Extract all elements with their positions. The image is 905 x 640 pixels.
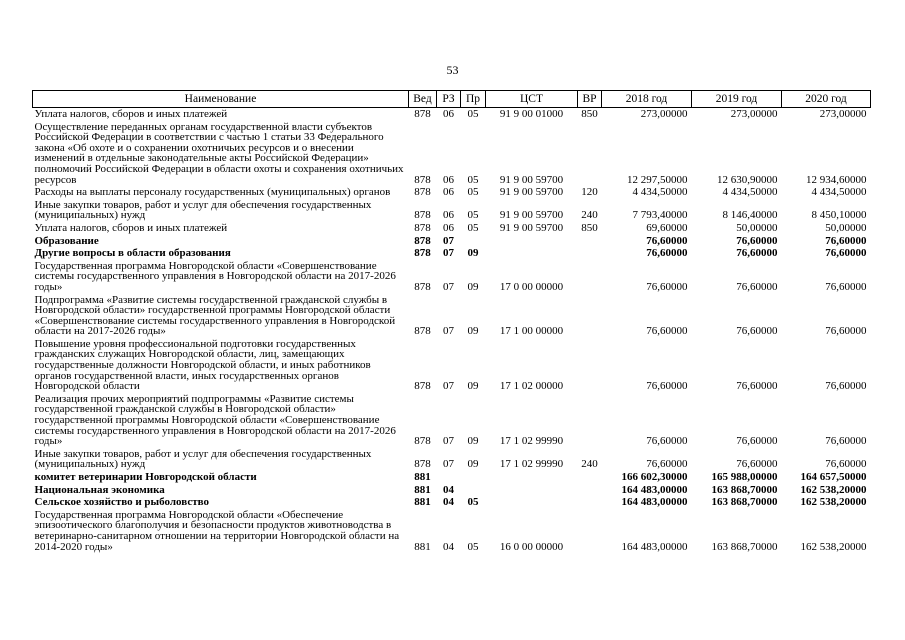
cell-name: Уплата налогов, сборов и иных платежей (34, 221, 228, 234)
cell-ved: 881 (414, 483, 431, 496)
cell-ved: 881 (414, 471, 431, 483)
header-pr: Пр (461, 91, 486, 108)
cell-y2020: 76,60000 (825, 247, 867, 260)
cell-pr: 09 (467, 280, 479, 293)
header-name: Наименование (33, 91, 409, 108)
cell-pr: 05 (467, 221, 479, 234)
cell-y2018: 76,60000 (646, 380, 688, 393)
cell-name: Другие вопросы в области образования (34, 247, 231, 260)
cell-y2018: 164 483,00000 (621, 496, 688, 509)
cell-pr: 09 (467, 247, 479, 260)
cell-pr: 09 (467, 325, 479, 338)
cell-ved: 878 (414, 173, 431, 186)
cell-ved: 878 (414, 380, 431, 393)
cell-vr (578, 235, 602, 248)
cell-cst: 91 9 00 01000 (499, 108, 564, 120)
header-2020: 2020 год (782, 91, 871, 108)
cell-pr: 05 (467, 186, 479, 199)
cell-cst (486, 235, 578, 248)
cell-rz: 07 (443, 234, 454, 247)
cell-pr: 05 (467, 173, 479, 186)
cell-pr: 09 (467, 380, 479, 393)
cell-cst (486, 496, 578, 509)
cell-y2018: 12 297,50000 (627, 173, 688, 186)
cell-ved: 878 (414, 209, 431, 222)
table-row (33, 496, 871, 509)
cell-vr (578, 393, 602, 448)
cell-rz: 07 (443, 435, 454, 448)
cell-y2018: 76,60000 (646, 247, 688, 260)
table-row (33, 338, 871, 393)
cell-rz: 04 (443, 483, 454, 496)
cell-y2018: 273,00000 (640, 108, 688, 120)
cell-y2018: 164 483,00000 (621, 540, 688, 553)
cell-cst (486, 471, 578, 484)
cell-name: Государственная программа Новгородской области «Совершенствование системы государственного управления в Новгородской области на 2017-2026 годы» (34, 259, 396, 293)
cell-pr (461, 484, 486, 497)
cell-y2019: 4 434,50000 (722, 186, 778, 199)
cell-cst: 17 1 02 99990 (499, 435, 564, 448)
table-row (33, 294, 871, 338)
cell-name: Сельское хозяйство и рыболовство (34, 496, 209, 509)
cell-y2020: 162 538,20000 (800, 540, 867, 553)
cell-vr (578, 496, 602, 509)
header-2019: 2019 год (692, 91, 782, 108)
cell-rz: 06 (443, 221, 454, 234)
cell-cst (486, 484, 578, 497)
cell-y2019: 12 630,90000 (717, 173, 778, 186)
cell-y2019: 76,60000 (736, 247, 778, 260)
cell-vr: 850 (581, 108, 598, 120)
cell-pr: 05 (467, 540, 479, 553)
cell-rz: 06 (443, 108, 454, 120)
cell-y2018: 166 602,30000 (621, 471, 688, 483)
cell-cst (486, 247, 578, 260)
cell-y2019: 76,60000 (736, 435, 778, 448)
cell-vr: 120 (581, 186, 598, 199)
cell-y2020: 76,60000 (825, 380, 867, 393)
cell-y2019: 273,00000 (730, 108, 778, 120)
cell-y2019: 165 988,00000 (711, 471, 778, 483)
cell-y2019: 76,60000 (736, 380, 778, 393)
table-row (33, 108, 871, 121)
cell-rz: 04 (443, 496, 454, 509)
cell-name: Уплата налогов, сборов и иных платежей (34, 108, 228, 120)
cell-y2019: 163 868,70000 (711, 496, 778, 509)
cell-rz (437, 471, 461, 484)
cell-rz: 07 (443, 458, 454, 471)
cell-vr (578, 484, 602, 497)
cell-vr (578, 121, 602, 187)
table-row (33, 121, 871, 187)
cell-pr: 09 (467, 435, 479, 448)
cell-y2018: 7 793,40000 (632, 209, 688, 222)
cell-name: Подпрограмма «Развитие системы государственной гражданской службы в Новгородской области» государственной программы Новгородской области «Совершенствование системы государственного управления в Новгородской области на 2017-2026 годы» (34, 293, 396, 338)
cell-vr: 850 (581, 221, 598, 234)
table-body (33, 108, 871, 554)
cell-pr: 05 (467, 209, 479, 222)
cell-vr (578, 260, 602, 294)
budget-table (32, 90, 871, 553)
cell-cst: 17 1 02 00000 (499, 380, 564, 393)
header-2018: 2018 год (602, 91, 692, 108)
cell-name: Образование (34, 234, 99, 247)
cell-rz: 06 (443, 186, 454, 199)
cell-cst: 91 9 00 59700 (499, 209, 564, 222)
table-row (33, 235, 871, 248)
cell-pr: 05 (467, 108, 479, 120)
cell-pr: 09 (467, 458, 479, 471)
cell-pr (461, 235, 486, 248)
cell-y2020: 164 657,50000 (800, 471, 867, 483)
cell-y2020: 8 450,10000 (811, 209, 867, 222)
cell-name: Национальная экономика (34, 483, 165, 496)
cell-name: Расходы на выплаты персоналу государственных (муниципальных) органов (34, 186, 391, 199)
cell-vr (578, 509, 602, 553)
cell-cst: 91 9 00 59700 (499, 221, 564, 234)
table-row (33, 199, 871, 222)
cell-ved: 878 (414, 247, 431, 260)
cell-vr: 240 (581, 458, 598, 471)
cell-ved: 878 (414, 280, 431, 293)
cell-ved: 878 (414, 234, 431, 247)
table-row (33, 260, 871, 294)
cell-rz: 04 (443, 540, 454, 553)
table-row (33, 484, 871, 497)
cell-y2019: 76,60000 (736, 325, 778, 338)
cell-pr (461, 471, 486, 484)
cell-name: Государственная программа Новгородской области «Обеспечение эпизоотического благополучия и безопасности продуктов животноводства в ветеринарно-санитарном отношении на территории Новгородской области на 2014-2020 годы» (34, 508, 400, 553)
cell-cst: 91 9 00 59700 (499, 186, 564, 199)
cell-y2018: 164 483,00000 (621, 483, 688, 496)
cell-y2020: 76,60000 (825, 325, 867, 338)
header-ved: Вед (409, 91, 437, 108)
cell-y2018: 76,60000 (646, 280, 688, 293)
cell-name: Реализация прочих мероприятий подпрограммы «Развитие системы государственной гражданской службы в Новгородской области» государственной программы Новгородской области «Совершенствование системы государственного управления в Новгородской области на 2017-2026 годы» (34, 392, 396, 448)
cell-vr (578, 471, 602, 484)
cell-ved: 878 (414, 325, 431, 338)
cell-name: Осуществление переданных органам государственной власти субъектов Российской Федерации в соответствии с частью 1 статьи 33 Федерального закона «Об охоте и о сохранении охотничьих ресурсов и о внесении изменений в отдельные законодательные акты Российской Федерации» полномочий Российской Федерации в области охоты и сохранения охотничьих ресурсов (34, 120, 404, 186)
cell-y2020: 50,00000 (825, 221, 867, 234)
cell-y2019: 76,60000 (736, 234, 778, 247)
cell-y2020: 162 538,20000 (800, 496, 867, 509)
cell-ved: 878 (414, 435, 431, 448)
cell-y2018: 69,60000 (646, 221, 688, 234)
cell-y2020: 12 934,60000 (806, 173, 867, 186)
cell-y2020: 273,00000 (819, 108, 867, 120)
cell-y2020: 76,60000 (825, 458, 867, 471)
cell-y2019: 76,60000 (736, 458, 778, 471)
cell-name: комитет ветеринарии Новгородской области (34, 471, 257, 483)
cell-y2018: 4 434,50000 (632, 186, 688, 199)
cell-cst: 17 0 00 00000 (499, 280, 564, 293)
cell-ved: 878 (414, 108, 431, 120)
cell-y2019: 50,00000 (736, 221, 778, 234)
cell-rz: 07 (443, 247, 454, 260)
cell-y2018: 76,60000 (646, 435, 688, 448)
cell-rz: 07 (443, 325, 454, 338)
cell-rz: 06 (443, 173, 454, 186)
cell-ved: 881 (414, 540, 431, 553)
cell-cst: 17 1 00 00000 (499, 325, 564, 338)
cell-y2019: 163 868,70000 (711, 540, 778, 553)
cell-ved: 878 (414, 186, 431, 199)
cell-y2018: 76,60000 (646, 325, 688, 338)
cell-y2019: 163 868,70000 (711, 483, 778, 496)
table-row (33, 186, 871, 199)
cell-cst: 17 1 02 99990 (499, 458, 564, 471)
cell-vr (578, 294, 602, 338)
cell-vr (578, 247, 602, 260)
cell-y2020: 162 538,20000 (800, 483, 867, 496)
cell-rz: 06 (443, 209, 454, 222)
cell-y2020: 76,60000 (825, 435, 867, 448)
cell-ved: 878 (414, 458, 431, 471)
cell-cst: 91 9 00 59700 (499, 173, 564, 186)
table-row (33, 247, 871, 260)
table-row (33, 509, 871, 553)
cell-y2019: 76,60000 (736, 280, 778, 293)
cell-pr: 05 (467, 496, 479, 509)
header-vr: ВР (578, 91, 602, 108)
table-row (33, 471, 871, 484)
table-header-row (33, 91, 871, 108)
table-row (33, 393, 871, 448)
cell-y2020: 76,60000 (825, 280, 867, 293)
cell-y2020: 4 434,50000 (811, 186, 867, 199)
cell-y2018: 76,60000 (646, 234, 688, 247)
header-cst: ЦСТ (486, 91, 578, 108)
cell-y2018: 76,60000 (646, 458, 688, 471)
cell-rz: 07 (443, 280, 454, 293)
table-row (33, 222, 871, 235)
cell-y2020: 76,60000 (825, 234, 867, 247)
cell-name: Иные закупки товаров, работ и услуг для обеспечения государственных (муниципальных) нужд (34, 198, 372, 222)
cell-cst: 16 0 00 00000 (499, 540, 564, 553)
cell-name: Иные закупки товаров, работ и услуг для обеспечения государственных (муниципальных) нужд (34, 447, 372, 471)
cell-name: Повышение уровня профессиональной подготовки государственных гражданских служащих Новгородской области, лиц, замещающих государственные должности Новгородской области, и иных работников органов государственной власти, иных государственных органов Новгородской области (34, 337, 371, 393)
cell-vr: 240 (581, 209, 598, 222)
cell-vr (578, 338, 602, 393)
header-rz: РЗ (437, 91, 461, 108)
cell-y2019: 8 146,40000 (722, 209, 778, 222)
table-row (33, 448, 871, 471)
cell-rz: 07 (443, 380, 454, 393)
cell-ved: 878 (414, 221, 431, 234)
page-number: 53 (446, 63, 459, 77)
cell-ved: 881 (414, 496, 431, 509)
